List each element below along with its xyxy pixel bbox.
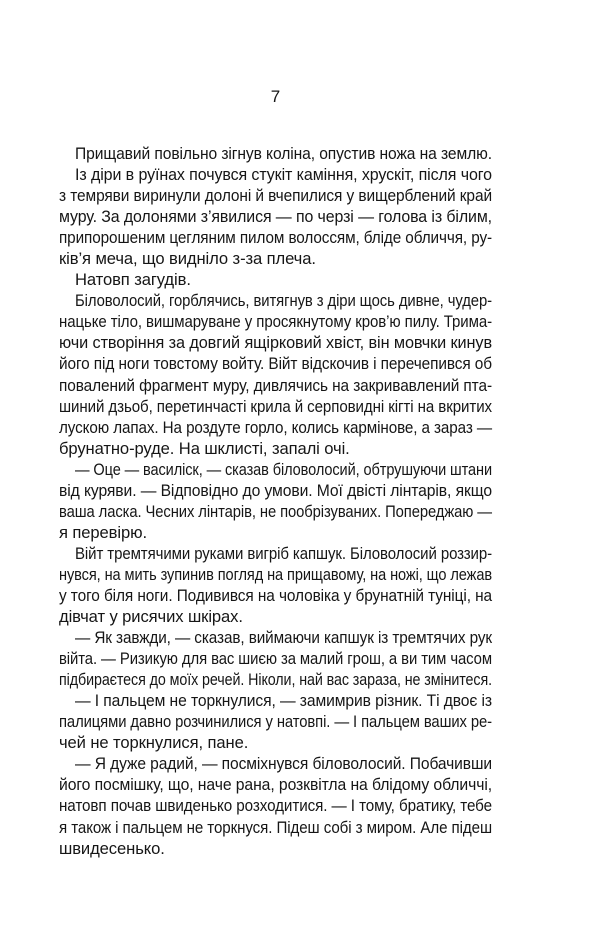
text-line-content: дівчат у рисячих шкірах. — [59, 607, 243, 627]
text-line — [59, 817, 492, 838]
text-line — [59, 564, 492, 585]
text-line-content: я також і пальцем не торкнуся. Підеш собі з миром. Але підеш — [59, 817, 492, 837]
text-line — [59, 669, 492, 690]
text-line-content: нацьке тіло, вишмаруване у просякнутому кров’ю пилу. Трима- — [59, 312, 492, 332]
text-line — [59, 164, 492, 185]
text-line — [59, 648, 492, 669]
text-line — [59, 311, 492, 332]
text-line — [59, 501, 492, 522]
text-line-content: нувся, на мить зупинив погляд на прищавому, на ножі, що лежав — [59, 564, 492, 584]
text-line-content: Натовп загудів. — [75, 270, 191, 290]
text-line — [59, 606, 492, 627]
text-line — [59, 753, 492, 774]
text-line-content: палицями давно розчинилися у натовпі. — І пальцем ваших ре- — [59, 712, 492, 732]
text-line-content: натовп почав швиденько розходитися. — І тому, братику, тебе — [59, 796, 492, 816]
text-line-content: Із діри в руїнах почувся стукіт каміння, хрускіт, після чого — [75, 165, 492, 185]
text-line — [59, 375, 492, 396]
text-line — [59, 480, 492, 501]
text-line — [59, 459, 492, 480]
text-line-content: Війт тремтячими руками вигріб капшук. Біловолосий роззир- — [75, 543, 492, 563]
text-line — [59, 711, 492, 732]
text-line — [59, 585, 492, 606]
text-line — [59, 690, 492, 711]
text-line-content: — І пальцем не торкнулися, — замимрив різник. Ті двоє із — [75, 691, 492, 711]
text-line — [59, 627, 492, 648]
text-line — [59, 522, 492, 543]
text-line-content: ваша ласка. Чесних лінтарів, не пообрізуваних. Попереджаю — — [59, 501, 492, 521]
text-line-content: — Як завжди, — сказав, виймаючи капшук із тремтячих рук — [75, 628, 492, 648]
text-line-content: війта. — Ризикую для вас шиєю за малий грош, а ви тим часом — [59, 649, 492, 669]
text-line-content: Біловолосий, горблячись, витягнув з діри щось дивне, чудер- — [75, 291, 492, 311]
text-line-content: у того біля ноги. Подивився на чоловіка у брунатній туніці, на — [59, 585, 492, 605]
text-line — [59, 269, 492, 290]
text-line — [59, 206, 492, 227]
text-line — [59, 396, 492, 417]
text-line-content: чей не торкнулися, пане. — [59, 733, 249, 753]
text-line-content: повалений фрагмент муру, дивлячись на закривавлений пта- — [59, 375, 492, 395]
text-line-content: Прищавий повільно зігнув коліна, опустив ножа на землю. — [75, 144, 492, 163]
text-line — [59, 438, 492, 459]
text-line — [59, 227, 492, 248]
text-line-content: його посмішку, що, наче рана, розквітла на блідому обличчі, — [59, 775, 492, 795]
text-line — [59, 417, 492, 438]
text-line — [59, 838, 492, 859]
text-line-content: від куряви. — Відповідно до умови. Мої двісті лінтарів, якщо — [59, 480, 492, 500]
text-line — [59, 248, 492, 269]
text-line-content: підбираєтеся до моїх речей. Ніколи, най вас зараза, не змінитеся. — [59, 670, 492, 690]
text-line-content: — Оце — василіск, — сказав біловолосий, обтрушуючи штани — [75, 459, 492, 479]
text-line-content: — Я дуже радий, — посміхнувся біловолосий. Побачивши — [75, 754, 492, 774]
text-line-content: його під ноги товстому войту. Війт відскочив і перечепився об — [59, 354, 492, 374]
text-line — [59, 143, 492, 164]
text-line-content: я перевірю. — [59, 522, 147, 542]
text-line — [59, 353, 492, 374]
text-line — [59, 774, 492, 795]
text-line — [59, 543, 492, 564]
text-line-content: припорошеним цегляним пилом волоссям, бліде обличчя, ру- — [59, 228, 492, 248]
text-line — [59, 732, 492, 753]
text-line-content: лускою лапах. На роздуте горло, колись кармінове, а зараз — — [59, 417, 492, 437]
text-line — [59, 795, 492, 816]
text-block — [59, 143, 492, 859]
text-line-content: з темряви виринули долоні й вчепилися у вищерблений край — [59, 186, 492, 206]
text-line-content: ків’я меча, що видніло з-за плеча. — [59, 249, 316, 269]
text-line — [59, 185, 492, 206]
text-line-content: муру. За долонями з’явилися — по черзі — голова із білим, — [59, 207, 492, 227]
text-line-content: шиний дзьоб, перетинчасті крила й серповидні кігті на вкритих — [59, 396, 492, 416]
text-line — [59, 332, 492, 353]
text-line-content: брунатно-руде. На шклисті, запалі очі. — [59, 438, 350, 458]
text-line — [59, 290, 492, 311]
text-line-content: ючи створіння за довгий ящірковий хвіст, він мовчки кинув — [59, 333, 492, 353]
text-line-content: швидесенько. — [59, 838, 165, 858]
page-number: 7 — [270, 87, 281, 106]
